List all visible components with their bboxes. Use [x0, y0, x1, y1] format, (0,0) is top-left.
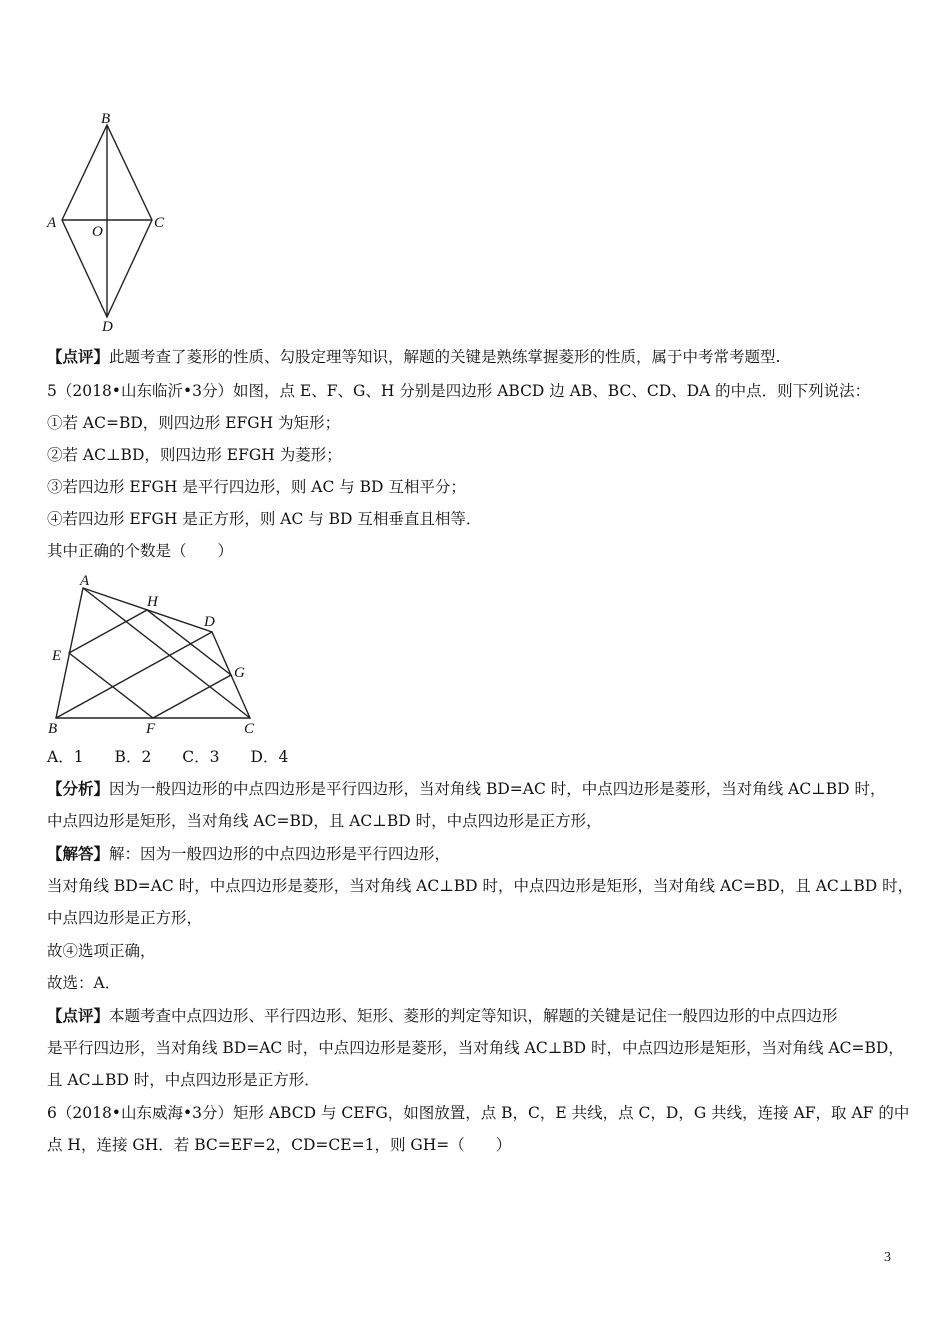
comment-text: 此题考查了菱形的性质、勾股定理等知识，解题的关键是熟练掌握菱形的性质，属于中考常考题型. — [109, 348, 781, 366]
q5-solution-line-1 — [47, 843, 450, 865]
analysis-tag: 【分析】 — [47, 779, 110, 798]
label-g2: G — [234, 665, 245, 681]
q5-analysis-line-1 — [47, 778, 886, 800]
q5-statement-1: ①若 AC=BD，则四边形 EFGH 为矩形； — [47, 414, 341, 432]
q5-statement-4: ④若四边形 EFGH 是正方形，则 AC 与 BD 互相垂直且相等． — [47, 510, 482, 528]
q5-solution-line-3: 中点四边形是正方形， — [47, 909, 203, 927]
q5-comment-line-1 — [47, 1005, 838, 1027]
q5-statement-3: ③若四边形 EFGH 是平行四边形，则 AC 与 BD 互相平分； — [47, 478, 466, 496]
label-e2: E — [52, 648, 62, 664]
q5-statement-2: ②若 AC⊥BD，则四边形 EFGH 为菱形； — [47, 446, 342, 464]
q5-solution-line-2: 当对角线 BD=AC 时，中点四边形是菱形，当对角线 AC⊥BD 时，中点四边形是矩形，当对角线 AC=BD，且 AC⊥BD 时， — [47, 877, 914, 895]
label-o: O — [92, 224, 103, 240]
solution-tag: 【解答】 — [47, 844, 110, 863]
q5-options: A．1 B．2 C．3 D．4 — [47, 748, 289, 766]
page-number: 3 — [884, 1250, 891, 1265]
diagonal-ac-2 — [83, 588, 250, 718]
q5-solution-line-5: 故选：A． — [47, 974, 121, 992]
comment5-text-1: 本题考查中点四边形、平行四边形、矩形、菱形的判定等知识，解题的关键是记住一般四边形的中点四边形 — [109, 1007, 838, 1025]
label-a2: A — [80, 573, 90, 589]
q6-stem-line-1: 6（2018•山东威海•3分）矩形 ABCD 与 CEFG，如图放置，点 B，C，E 共线，点 C，D，G 共线，连接 AF，取 AF 的中 — [47, 1104, 910, 1122]
comment-q4 — [47, 346, 780, 368]
q6-stem-line-2: 点 H，连接 GH．若 BC=EF=2，CD=CE=1，则 GH=（ ） — [47, 1136, 512, 1154]
q5-comment-line-3: 且 AC⊥BD 时，中点四边形是正方形． — [47, 1071, 320, 1089]
label-c: C — [154, 215, 165, 231]
rhombus-figure — [40, 105, 180, 340]
label-d2: D — [204, 614, 215, 630]
q5-stem: 5（2018•山东临沂•3分）如图，点 E、F、G、H 分别是四边形 ABCD 边 AB、BC、CD、DA 的中点．则下列说法： — [47, 382, 871, 400]
label-c2: C — [244, 721, 255, 737]
label-b2: B — [48, 721, 58, 737]
analysis-text-1: 因为一般四边形的中点四边形是平行四边形，当对角线 BD=AC 时，中点四边形是菱形，当对角线 AC⊥BD 时， — [109, 780, 886, 798]
q5-ask: 其中正确的个数是（ ） — [47, 542, 234, 560]
label-f2: F — [146, 721, 156, 737]
q5-comment-line-2: 是平行四边形，当对角线 BD=AC 时，中点四边形是菱形，当对角线 AC⊥BD 时，中点四边形是矩形，当对角线 AC=BD， — [47, 1039, 904, 1057]
quadrilateral-figure — [40, 568, 270, 740]
label-d: D — [102, 319, 113, 335]
comment5-tag: 【点评】 — [47, 1006, 110, 1025]
q5-analysis-line-2: 中点四边形是矩形，当对角线 AC=BD，且 AC⊥BD 时，中点四边形是正方形， — [47, 812, 602, 830]
label-h2: H — [147, 594, 158, 610]
q5-solution-line-4: 故④选项正确， — [47, 942, 156, 960]
diagonal-bd-2 — [56, 632, 212, 718]
label-b: B — [101, 111, 111, 127]
label-a: A — [47, 215, 57, 231]
solution-text-1: 解：因为一般四边形的中点四边形是平行四边形， — [109, 845, 451, 863]
comment-tag: 【点评】 — [47, 347, 110, 366]
